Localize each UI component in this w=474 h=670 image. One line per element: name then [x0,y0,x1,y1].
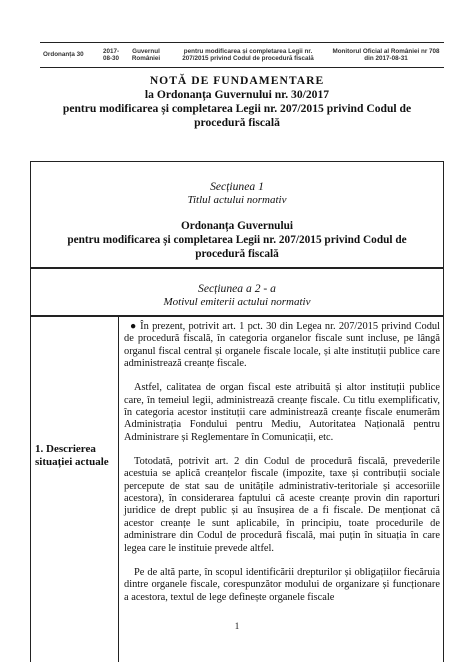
paragraph: Astfel, calitatea de organ fiscal este atribuită și altor instituții publice care, în temeiul legii, administrează creanțe fiscale. Cu titlu exemplificativ, în categoria acestor instituții care administrează creanțe fiscale enumerăm Administrația Fondului pentru Mediu, Autoritatea Națională pentru Administrare și Reglementare în Comunicații, etc. [124,382,440,443]
title-line-1: NOTĂ DE FUNDAMENTARE [149,74,325,87]
document-title [40,74,434,130]
row-content-cell [124,321,440,616]
paragraph: Pe de altă parte, în scopul identificării drepturilor și obligațiilor fiecăruia dintre organele fiscale, corespunzător modului de organizare și funcționare a acestora, textul de lege definește organele fiscale [124,566,440,603]
document-header-bar [40,42,444,68]
section-1-subheading: Titlul actului normativ [187,194,287,206]
row-label: 1. Descrierea situației actuale [35,443,109,468]
paragraph: Totodată, potrivit art. 2 din Codul de procedură fiscală, prevederile acestuia se aplică creanțelor fiscale (impozite, taxe și contribuții sociale percepute de stat sau de unitățile administrativ-teritoriale și accesoriile acestora), în considerarea faptului că aceste creanțe provin din raporturi juridice de drept public și au însușirea de a fi fiscale. De menționat că acestor creanțe le sunt aplicabile, în principiu, toate procedurile de administrare din Codul de procedură fiscală, mai puțin în situația în care legea care le instituie prevede altfel. [124,456,440,554]
act-title-line-2: pentru modificarea și completarea Legii nr. 207/2015 privind Codul de procedură fiscală [67,234,407,260]
header-publication: Monitorul Oficial al României nr 708 din 2017-08-31 [332,47,440,62]
page-number: 1 [234,621,240,631]
paragraph: ● În prezent, potrivit art. 1 pct. 30 din Legea nr. 207/2015 privind Codul de procedură fiscală, în categoria organelor fiscale sunt incluse, pe lângă organul fiscal central și organele fiscale locale, și alte instituții publice care administrează creanțe fiscale. [124,321,440,370]
header-subject: pentru modificarea și completarea Legii nr. 207/2015 privind Codul de procedură fiscală [182,47,314,62]
section-2-box [30,268,444,316]
header-date: 2017-08-30 [102,47,120,62]
act-title-line-1: Ordonanța Guvernului [180,220,294,232]
act-title [31,219,443,261]
section-2-subheading: Motivul emiterii actului normativ [163,296,311,308]
title-line-2: la Ordonanța Guvernului nr. 30/2017 [144,88,330,101]
title-line-3: pentru modificarea și completarea Legii nr. 207/2015 privind Codul de procedură fiscală [62,102,412,129]
section-1-heading: Secțiunea 1 [210,180,264,193]
section-2-heading: Secțiunea a 2 - a [198,282,276,295]
row-label-cell [31,317,119,662]
header-act-name: Ordonanța 30 [43,51,84,59]
situation-table [30,316,444,662]
header-issuer: Guvernul României [131,47,161,62]
section-1-box [30,161,444,268]
